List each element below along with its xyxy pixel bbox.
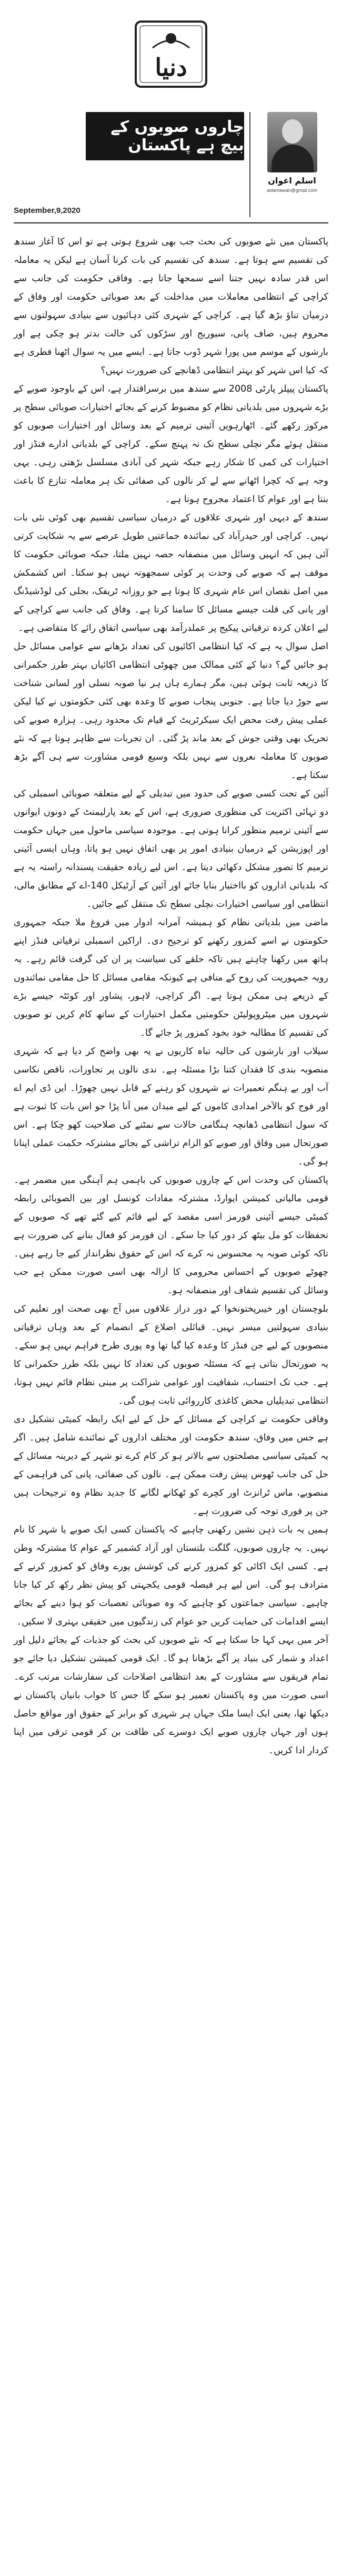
publish-date: September,9,2020 bbox=[14, 206, 81, 215]
article-paragraph: ماضی میں بلدیاتی نظام کو ہمیشہ آمرانہ ادوار میں فروغ ملا جبکہ جمہوری حکومتوں نے اسے کمزور رکھنے کو ترجیح دی۔ اراکین اسمبلی ترقیاتی فنڈز اپنے ہاتھ میں رکھنا چاہتے ہیں تاکہ حلقے کی سیاست پر ان کی گرفت قائم رہے۔ یہ رویہ جمہوریت کی روح کے منافی ہے کیونکہ مقامی مسائل کا حل مقامی نمائندوں کے ذریعے ہی ممکن ہوتا ہے۔ اگر کراچی، لاہور، پشاور اور کوئٹہ جیسے بڑے شہروں میں میٹروپولیٹن حکومتیں مکمل اختیارات کے ساتھ کام کریں تو صوبوں کی تقسیم کا مطالبہ خود بخود کمزور پڑ جائے گا۔ bbox=[14, 917, 328, 1038]
article-paragraph: پاکستان میں نئے صوبوں کی بحث جب بھی شروع ہوتی ہے تو اس کا آغاز سندھ کی تقسیم سے ہوتا ہے۔ سندھ کی تقسیم کی بات کرنا آسان ہے لیکن یہ معاملہ اس قدر سادہ نہیں جتنا اسے سمجھا جاتا ہے۔ وفاقی حکومت کی جانب سے کراچی کے انتظامی معاملات میں مداخلت کے بعد صوبائی حکومت اور وفاق کے درمیان تناؤ بڑھ گیا ہے۔ کراچی کے شہری کئی دہائیوں سے بنیادی سہولتوں سے محروم ہیں، صاف پانی، سیوریج اور سڑکوں کی حالت بدتر ہو چکی ہے اور بارشوں کے موسم میں پورا شہر ڈوب جاتا ہے۔ ایسے میں یہ سوال اٹھنا فطری ہے کہ کیا اس شہر کو بہتر انتظامی ڈھانچے کی ضرورت نہیں؟ bbox=[14, 237, 328, 376]
article-paragraph: سندھ کے دیہی اور شہری علاقوں کے درمیان سیاسی تقسیم بھی کوئی نئی بات نہیں۔ کراچی اور حیدرآباد کی نمائندہ جماعتیں طویل عرصے سے یہ شکایت کرتی آئی ہیں کہ انہیں وسائل میں منصفانہ حصہ نہیں ملتا، جبکہ صوبائی حکومت کا موقف ہے کہ صوبے کی وحدت پر کوئی سمجھوتہ نہیں ہو سکتا۔ اس کشمکش میں اصل نقصان اس عام شہری کا ہوتا ہے جو روزانہ ٹریفک، بجلی کی لوڈشیڈنگ اور پانی کی قلت جیسے مسائل کا سامنا کرتا ہے۔ وفاق کی جانب سے کراچی کے لیے اعلان کردہ ترقیاتی پیکیج پر عملدرآمد بھی سیاسی اتفاق رائے کا متقاضی ہے۔ bbox=[14, 513, 328, 633]
author-card bbox=[249, 112, 328, 217]
article-paragraph: بلوچستان اور خیبرپختونخوا کے دور دراز علاقوں میں آج بھی صحت اور تعلیم کی بنیادی سہولتیں میسر نہیں۔ قبائلی اضلاع کے انضمام کے بعد وہاں ترقیاتی منصوبوں کے لیے جن فنڈز کا وعدہ کیا گیا تھا وہ پوری طرح فراہم نہیں ہو سکے۔ یہ صورتحال بتاتی ہے کہ مسئلہ صوبوں کی تعداد کا نہیں بلکہ طرز حکمرانی کا ہے۔ جب تک احتساب، شفافیت اور عوامی شراکت پر مبنی نظام قائم نہیں ہوتا، انتظامی تبدیلیاں محض کاغذی کارروائی ثابت ہوں گی۔ bbox=[14, 1304, 328, 1406]
column-title: چاروں صوبوں کے بیچ ہے پاکستان bbox=[86, 112, 244, 160]
article-paragraph: پاکستان پیپلز پارٹی 2008 سے سندھ میں برسراقتدار ہے، اس کے باوجود صوبے کے بڑے شہروں میں بلدیاتی نظام کو مضبوط کرنے کے بجائے اختیارات صوبائی سطح پر مرکوز رکھے گئے۔ اٹھارہویں آئینی ترمیم کے بعد وسائل اور اختیارات صوبوں کو منتقل ہوئے مگر نچلی سطح تک نہ پہنچ سکے۔ کراچی کے بلدیاتی ادارے فنڈز اور اختیارات کی کمی کا شکار رہے جبکہ شہر کی آبادی مسلسل بڑھتی رہی۔ یہی وجہ ہے کہ کچرا اٹھانے سے لے کر نالوں کی صفائی تک ہر معاملہ تنازع کا باعث بنتا ہے اور عوام کا اعتماد مجروح ہوتا ہے۔ bbox=[14, 384, 328, 505]
article-paragraph: وفاقی حکومت نے کراچی کے مسائل کے حل کے لیے ایک رابطہ کمیٹی تشکیل دی ہے جس میں وفاق، سندھ حکومت اور مختلف اداروں کے نمائندے شامل ہیں۔ اگر یہ کمیٹی سیاسی مصلحتوں سے بالاتر ہو کر کام کرے تو شہر کے دیرینہ مسائل کے حل کی جانب ٹھوس پیش رفت ممکن ہے۔ نالوں کی صفائی، پانی کی فراہمی کے منصوبے، ماس ٹرانزٹ اور کچرے کو ٹھکانے لگانے کا جدید نظام وہ ترجیحات ہیں جن پر فوری توجہ کی ضرورت ہے۔ bbox=[14, 1414, 328, 1517]
article-paragraph: آئین کے تحت کسی صوبے کی حدود میں تبدیلی کے لیے متعلقہ صوبائی اسمبلی کی دو تہائی اکثریت کی منظوری ضروری ہے، اس کے بعد پارلیمنٹ کے دونوں ایوانوں سے آئینی ترمیم منظور کرانا ہوتی ہے۔ موجودہ سیاسی ماحول میں جہاں حکومت اور اپوزیشن کے درمیان بنیادی امور پر بھی اتفاق نہیں ہو پاتا، وہاں ایسی آئینی ترمیم کا تصور مشکل دکھائی دیتا ہے۔ اس لیے زیادہ حقیقت پسندانہ راستہ یہ ہے کہ بلدیاتی اداروں کو بااختیار بنایا جائے اور آئین کے آرٹیکل 140-اے کے مطابق مالی، انتظامی اور سیاسی اختیارات نچلی سطح تک منتقل کیے جائیں۔ bbox=[14, 789, 328, 909]
article-paragraph: آخر میں یہی کہا جا سکتا ہے کہ نئے صوبوں کی بحث کو جذبات کے بجائے دلیل اور اعداد و شمار کی بنیاد پر آگے بڑھانا ہو گا۔ ایک قومی کمیشن تشکیل دیا جائے جو تمام فریقوں سے مشاورت کے بعد انتظامی اصلاحات کی سفارشات مرتب کرے۔ اسی صورت میں وہ پاکستان تعمیر ہو سکے گا جس کا خواب بانیان پاکستان نے دیکھا تھا، یعنی ایک ایسا ملک جہاں ہر شہری کو برابر کے حقوق اور مواقع حاصل ہوں اور جہاں چاروں صوبے ایک دوسرے کی طاقت بن کر قومی ترقی میں اپنا کردار ادا کریں۔ bbox=[14, 1635, 328, 1756]
newspaper-logo bbox=[116, 17, 226, 91]
masthead bbox=[14, 0, 328, 108]
article-paragraph: سیلاب اور بارشوں کی حالیہ تباہ کاریوں نے یہ بھی واضح کر دیا ہے کہ شہری منصوبہ بندی کا فقدان کتنا بڑا مسئلہ ہے۔ ندی نالوں پر تجاوزات، ناقص نکاسی آب اور بے ہنگم تعمیرات نے شہروں کو رہنے کے قابل نہیں چھوڑا۔ این ڈی ایم اے اور فوج کو بالآخر امدادی کاموں کے لیے میدان میں آنا پڑا جو اس بات کا ثبوت ہے کہ سول انتظامی ڈھانچہ ہنگامی حالات سے نمٹنے کی صلاحیت کھو چکا ہے۔ اس صورتحال میں وفاق اور صوبے کو الزام تراشی کے بجائے مشترکہ حکمت عملی اپنانا ہو گی۔ bbox=[14, 1046, 328, 1167]
article-body bbox=[14, 233, 328, 1760]
article-paragraph: ہمیں یہ بات ذہن نشین رکھنی چاہیے کہ پاکستان کسی ایک صوبے یا شہر کا نام نہیں۔ یہ چاروں صوبوں، گلگت بلتستان اور آزاد کشمیر کے عوام کا مشترکہ وطن ہے۔ کسی ایک اکائی کو کمزور کرنے کی کوشش پورے وفاق کو کمزور کرنے کے مترادف ہو گی۔ اس لیے ہر فیصلہ قومی یکجہتی کو پیش نظر رکھ کر کیا جانا چاہیے۔ سیاسی جماعتوں کو چاہیے کہ وہ صوبائی تعصبات کو ہوا دینے کے بجائے ایسے اقدامات کی حمایت کریں جو عوام کی زندگیوں میں حقیقی بہتری لا سکیں۔ bbox=[14, 1525, 328, 1627]
author-name: اسلم اعوان bbox=[268, 176, 316, 186]
article-paragraph: پاکستان کی وحدت اس کے چاروں صوبوں کی باہمی ہم آہنگی میں مضمر ہے۔ قومی مالیاتی کمیشن ایوارڈ، مشترکہ مفادات کونسل اور بین الصوبائی رابطہ کمیٹی جیسے آئینی فورمز اسی مقصد کے لیے قائم کیے گئے تھے کہ صوبوں کے تحفظات کو مل بیٹھ کر دور کیا جا سکے۔ ان فورمز کو فعال بنانے کی ضرورت ہے تاکہ کوئی صوبہ یہ محسوس نہ کرے کہ اس کے حقوق نظرانداز کیے جا رہے ہیں۔ چھوٹے صوبوں کے احساس محرومی کا ازالہ بھی اسی صورت ممکن ہے جب وسائل کی تقسیم شفاف اور منصفانہ ہو۔ bbox=[14, 1175, 328, 1296]
column-header bbox=[14, 112, 328, 217]
article-paragraph: اصل سوال یہ ہے کہ کیا انتظامی اکائیوں کی تعداد بڑھانے سے عوامی مسائل حل ہو جائیں گے؟ دنیا کے کئی ممالک میں چھوٹی انتظامی اکائیاں بہتر طرز حکمرانی کا ذریعہ ثابت ہوئی ہیں، مگر ہمارے ہاں ہر نیا صوبہ نسلی اور لسانی شناخت سے جوڑ دیا جاتا ہے۔ جنوبی پنجاب صوبے کا وعدہ بھی کئی حکومتوں نے کیا لیکن عملی پیش رفت محض ایک سیکرٹریٹ کے قیام تک محدود رہی۔ ہزارہ صوبے کی تحریک بھی وقتی جوش کے بعد ماند پڑ گئی۔ ان تجربات سے ظاہر ہوتا ہے کہ نئے صوبوں کا معاملہ نعروں سے نہیں بلکہ وسیع قومی مشاورت سے ہی آگے بڑھ سکتا ہے۔ bbox=[14, 641, 328, 781]
header-divider bbox=[14, 222, 328, 223]
logo-text: دنیا bbox=[155, 53, 187, 81]
author-email: aslamawan@gmail.com bbox=[267, 188, 317, 193]
author-photo bbox=[267, 112, 317, 172]
